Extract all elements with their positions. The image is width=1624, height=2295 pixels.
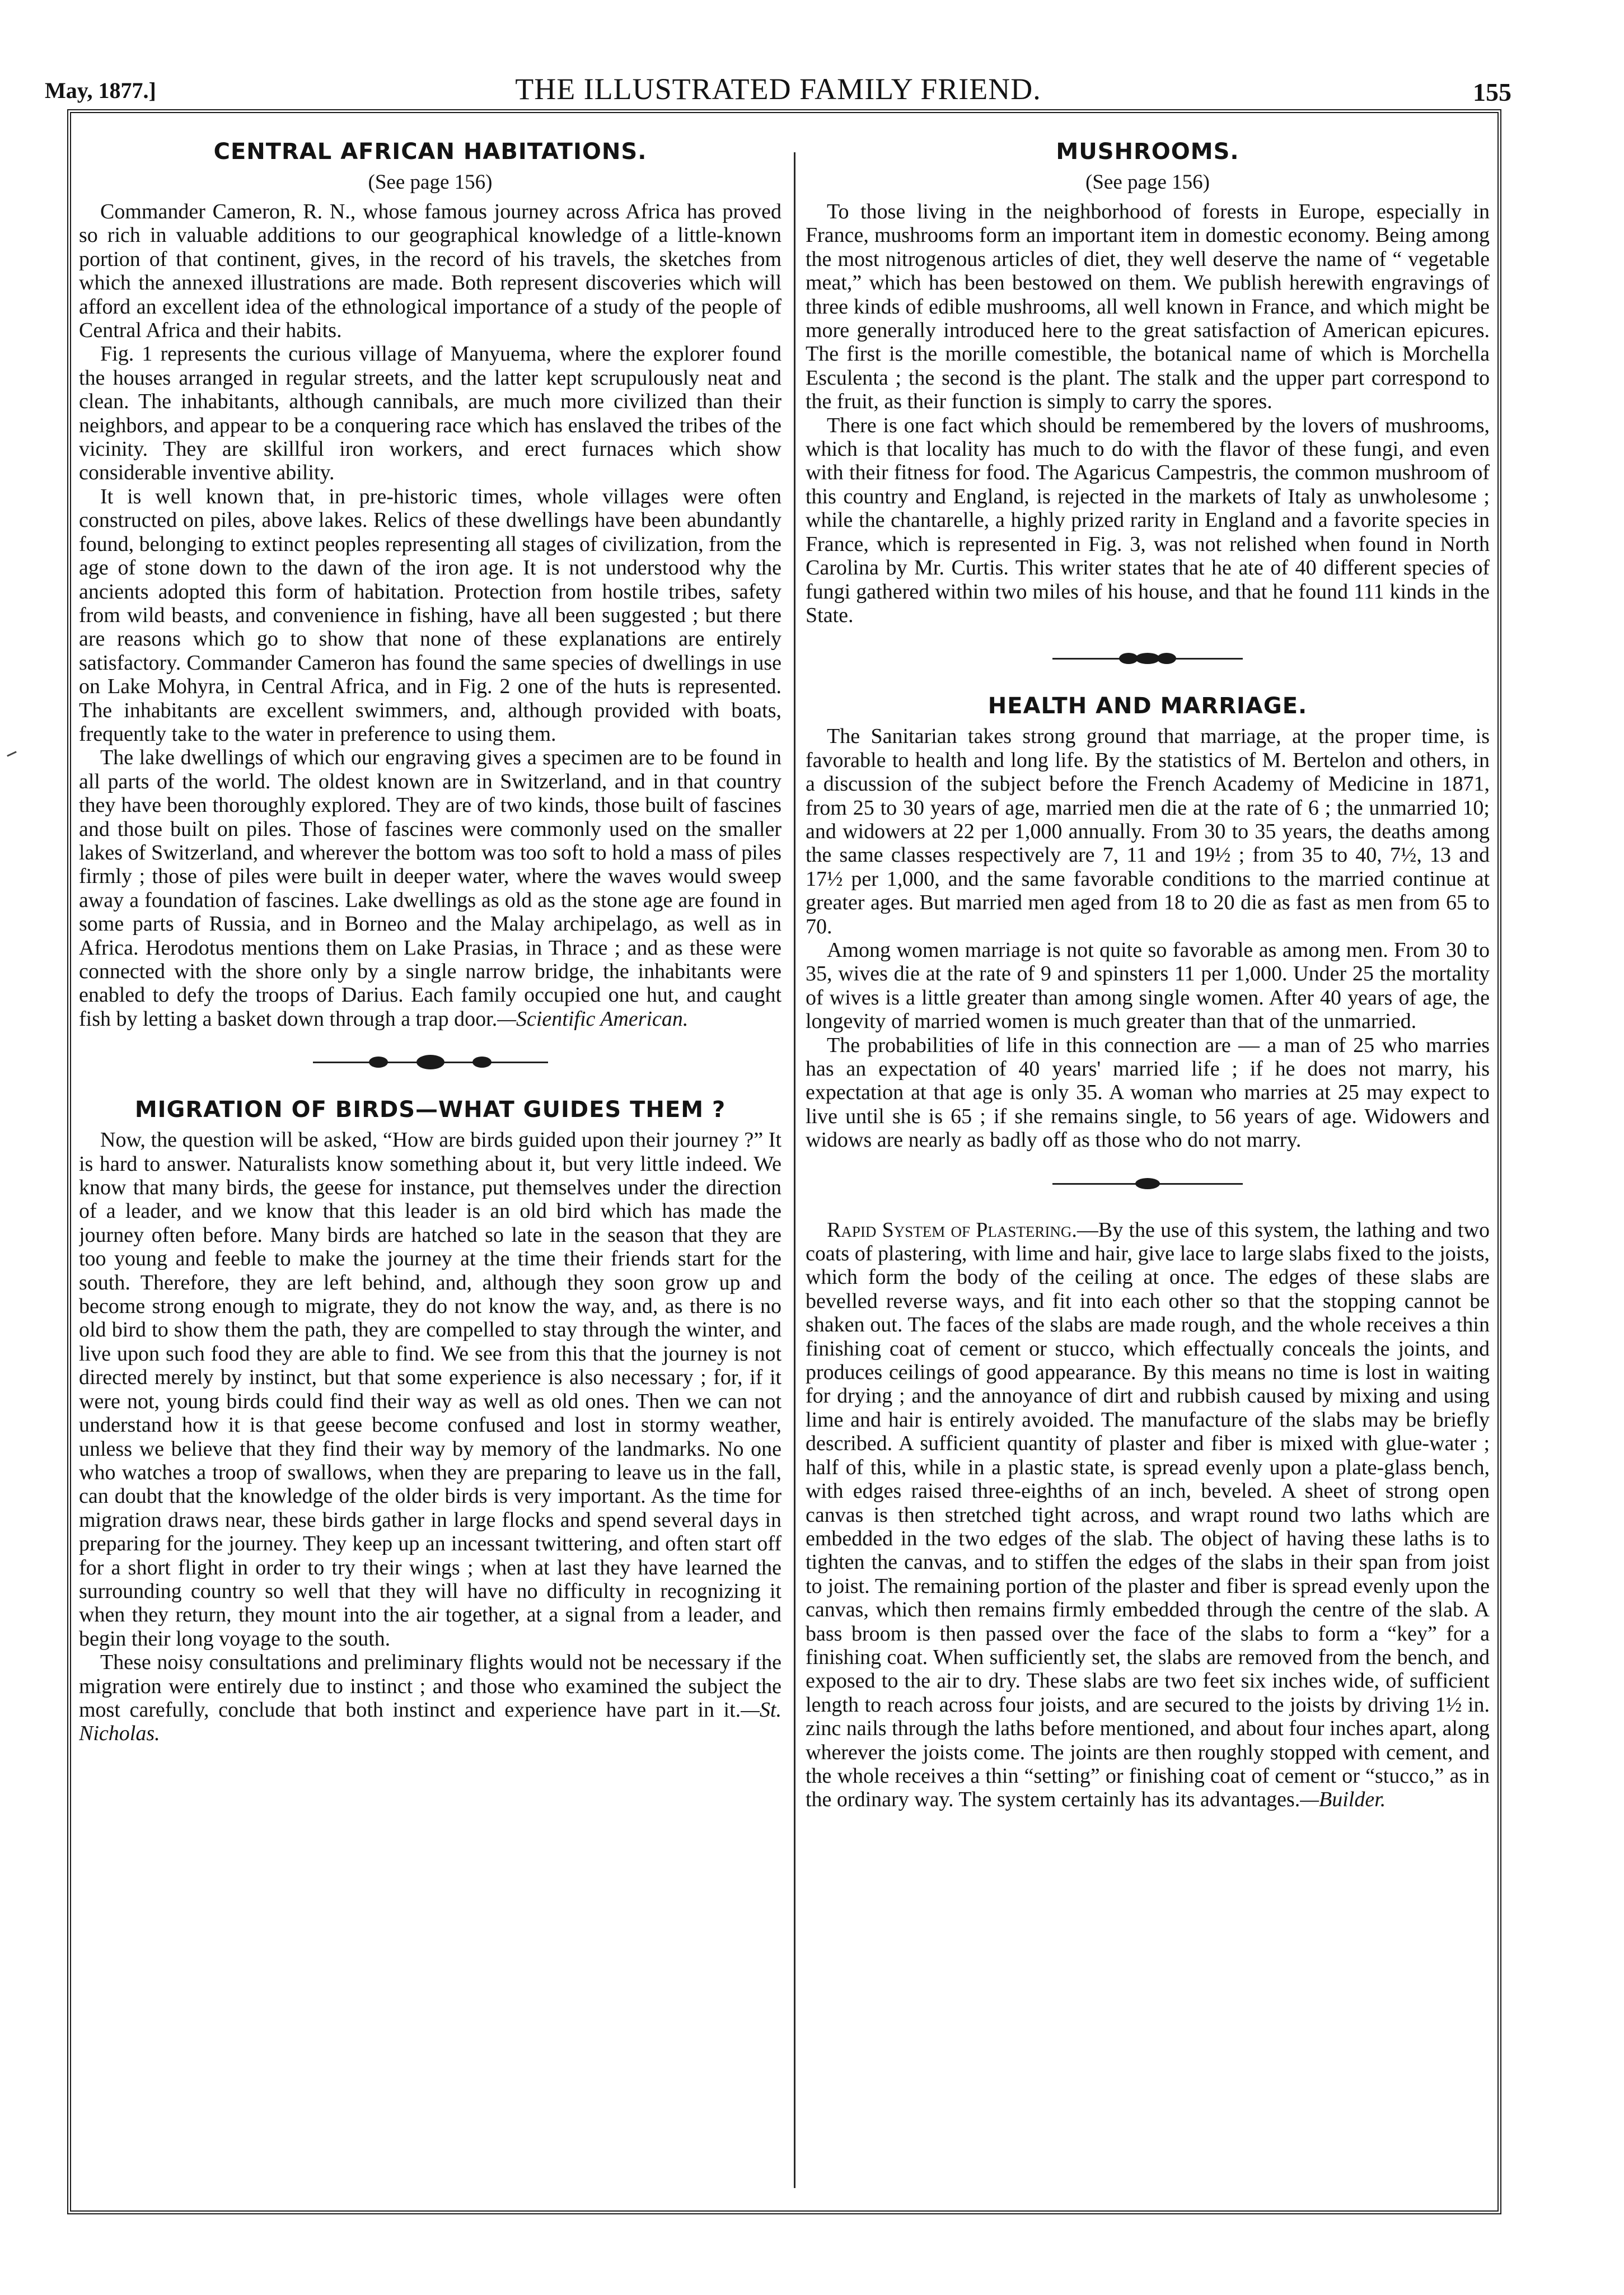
- article-title: HEALTH AND MARRIAGE.: [987, 693, 1308, 719]
- paragraph: Fig. 1 represents the curious village of Manyuema, where the explorer found the houses arranged in regular streets, and the latter kept scrupulously neat and clean. The inhabitants, although cannibals, are much more civilized than their neighbors, and appear to be a conquering race which has enslaved the tribes of the vicinity. They are skillful iron workers, and erect furnaces which show considerable inventive ability.: [79, 342, 781, 485]
- article-title: CENTRAL AFRICAN HABITATIONS.: [213, 139, 647, 165]
- article-title: MIGRATION OF BIRDS—WHAT GUIDES THEM ?: [134, 1097, 726, 1123]
- paragraph: It is well known that, in pre-historic times, whole villages were often constructed on piles, above lakes. Relics of these dwellings have been abundantly found, belonging to extinct peoples representing all stages of civilization, from the age of stone down to the dawn of the iron age. It is not understood why the ancients adopted this form of habitation. Protection from hostile tribes, safety from wild beasts, and convenience in fishing, have all been suggested ; but there are reasons which go to show that none of these explanations are entirely satisfactory. Commander Cameron has found the same species of dwellings in use on Lake Mohyra, in Central Africa, and in Fig. 2 one of the huts is represented. The inhabitants are excellent swimmers, and, although provided with boats, frequently take to the water in preference to using them.: [79, 484, 781, 746]
- column-rule: [794, 152, 795, 2188]
- paragraph-text: —By the use of this system, the lathing and two coats of plastering, with lime and hair, give lace to large slabs fixed to the joists, which form the body of the ceiling at once. The edges of these slabs are bevelled reverse ways, and fit into each other so that the stopping cannot be shaken out. The faces of the slabs are made rough, and the whole receives a thin finishing coat of cement or stucco, which effectually conceals the joints, and produces ceilings of good appearance. By this means no time is lost in waiting for drying ; and the annoyance of dirt and rubbish caused by mixing and using lime and hair is entirely avoided. The manufacture of the slabs may be briefly described. A sufficient quantity of plaster and fiber is mixed with glue-water ; half of this, while in a plastic state, is spread evenly upon a plate-glass bench, with edges raised three-eighths of an inch, beveled. A sheet of strong open canvas is then stretched tight across, and wrapt round two laths which are embedded in the two edges of the slab. The object of having these laths is to tighten the canvas, and to stiffen the edges of the slabs in their span from joist to joist. The remaining portion of the plaster and fiber is spread evenly upon the canvas, which then remains firmly embedded through the centre of the slab. A bass broom is then passed over the face of the slabs to form a “key” for a finishing coat. When sufficiently set, the slabs are removed from the bench, and exposed to the air to dry. These slabs are two feet six inches wide, of sufficient length to reach across four joists, and are secured to the joists by driving 1½ in. zinc nails through the laths before mentioned, and about four inches apart, along wherever the joists come. The joints are then roughly stopped with cement, and the whole receives a thin “setting” or finishing coat of cement or “stucco,” as in the ordinary way. The system certainly has its advantages.: [806, 1218, 1490, 1812]
- paragraph-with-source: [79, 746, 781, 1031]
- article-mushrooms: [806, 139, 1490, 627]
- paragraph: The Sanitarian takes strong ground that marriage, at the proper time, is favorable to health and long life. By the statistics of M. Bertelon and others, in a discussion of the subject before the French Academy of Medicine in 1871, from 25 to 30 years of age, married men die at the rate of 6 ; the unmarried 10; and widowers at 22 per 1,000 annually. From 30 to 35 years, the deaths among the same classes respectively are 7, 11 and 19½ ; from 35 to 40, 7½, 13 and 17½ per 1,000, and the same favorable conditions to the married continue at greater ages. But married men aged from 18 to 20 die as fast as men from 65 to 70.: [806, 725, 1490, 938]
- source-credit: —St. Nicholas.: [79, 1698, 781, 1746]
- article-central-african-habitations: [79, 139, 781, 1031]
- source-credit: —Builder.: [1300, 1788, 1386, 1812]
- article-title: MUSHROOMS.: [1056, 139, 1239, 165]
- see-page-note: (See page 156): [368, 171, 493, 194]
- section-divider-ornament: [1052, 1168, 1243, 1202]
- page-frame: [67, 109, 1501, 2214]
- paragraph: The probabilities of life in this connection are — a man of 25 who marries has an expectation of 40 years' married life ; if he does not marry, his expectation at that age is only 35. A woman who marries at 25 may expect to live until she is 65 ; if she remains single, to 56 years of age. Widowers and widows are nearly as badly off as those who do not marry.: [806, 1033, 1490, 1152]
- masthead: [45, 66, 1511, 111]
- article-health-and-marriage: [806, 693, 1490, 1152]
- see-page-note: (See page 156): [1085, 171, 1210, 194]
- paragraph-text: These noisy consultations and preliminary flights would not be necessary if the migration were entirely due to instinct ; and those who examined the subject the most carefully, conclude that both instinct and experience have part in it.: [79, 1651, 781, 1722]
- source-credit: —Scientific American.: [497, 1007, 689, 1031]
- margin-mark: [7, 751, 17, 756]
- paragraph-with-source: [79, 1651, 781, 1746]
- publication-title: THE ILLUSTRATED FAMILY FRIEND.: [515, 72, 1041, 106]
- issue-date: May, 1877.]: [45, 78, 156, 103]
- paragraph: There is one fact which should be remembered by the lovers of mushrooms, which is that locality has much to do with the flavor of these fungi, and even with their fitness for food. The Agaricus Campestris, the common mushroom of this country and England, is rejected in the markets of Italy as unwholesome ; while the chantarelle, a highly prized rarity in England and a favorite species in France, which is represented in Fig. 3, was not relished when found in North Carolina by Mr. Curtis. This writer states that he ate of 40 different species of fungi gathered within two miles of his house, and that he found 111 kinds in the State.: [806, 413, 1490, 627]
- paragraph-text: The lake dwellings of which our engraving gives a specimen are to be found in all parts of the world. The oldest known are in Switzerland, and in that country they have been thoroughly explored. They are of two kinds, those built of fascines and those built on piles. Those of fascines were commonly used on the smaller lakes of Switzerland, and wherever the bottom was too soft to hold a mass of piles firmly ; those of piles were built in deeper water, where the waves would sweep away a foundation of fascines. Lake dwellings as old as the stone age are found in some parts of Russia, and in Borneo and the Malay archipelago, as well as in Africa. Herodotus mentions them on Lake Prasias, in Thrace ; and as these were connected with the shore only by a single narrow bridge, the inhabitants were enabled to defy the troops of Darius. Each family occupied one hut, and caught fish by letting a basket down through a trap door.: [79, 746, 781, 1031]
- paragraph-with-lead-and-source: [806, 1218, 1490, 1812]
- section-divider-ornament: [1052, 643, 1243, 676]
- right-column: [806, 134, 1490, 2194]
- page-number: 155: [1473, 78, 1511, 106]
- lead-in: Rapid System of Plastering.: [827, 1218, 1077, 1242]
- paragraph: Commander Cameron, R. N., whose famous journey across Africa has proved so rich in valuable additions to our geographical knowledge of a little-known portion of that continent, gives, in the record of his travels, the sketches from which the annexed illustrations are made. Both represent discoveries which will afford an excellent idea of the ethnological importance of a study of the people of Central Africa and their habits.: [79, 200, 781, 343]
- paragraph: Now, the question will be asked, “How are birds guided upon their journey ?” It is hard to answer. Naturalists know something about it, but very little indeed. We know that many birds, the geese for instance, put themselves under the direction of a leader, and we know that this leader is an old bird which has made the journey often before. Many birds are hatched so late in the season that they are too young and feeble to make the journey at the time their friends start for the south. Therefore, they are left behind, and, although they soon grow up and become strong enough to migrate, they do not know the way, and, as there is no old bird to show them the path, they are compelled to stay through the winter, and live upon such food they are able to find. We see from this that the journey is not directed merely by instinct, but that some experience is also necessary ; for, if it were not, young birds could find their way as well as old ones. Then we can not understand how it is that geese become confused and lost in stormy weather, unless we believe that they find their way by memory of the landmarks. No one who watches a troop of swallows, when they are preparing to leave us in the fall, can doubt that the knowledge of the older birds is very important. As the time for migration draws near, these birds gather in large flocks and spend several days in preparing for the journey. They keep up an incessant twittering, and often start off for a short flight in order to try their wings ; when at last they have learned the surrounding country so well that they will have no difficulty in recognizing it when they return, they mount into the air together, at a signal from a leader, and begin their long voyage to the south.: [79, 1128, 781, 1651]
- section-divider-ornament: [313, 1046, 548, 1080]
- article-rapid-system-of-plastering: [806, 1218, 1490, 1812]
- paragraph: Among women marriage is not quite so favorable as among men. From 30 to 35, wives die at the rate of 9 and spinsters 11 per 1,000. Under 25 the mortality of wives is a little greater than among single women. After 40 years of age, the longevity of married women is much greater than that of the unmarried.: [806, 938, 1490, 1034]
- left-column: [79, 134, 781, 2194]
- paragraph: To those living in the neighborhood of forests in Europe, especially in France, mushrooms form an important item in domestic economy. Being among the most nitrogenous articles of diet, they well deserve the name of “ vegetable meat,” which has been bestowed on them. We publish herewith engravings of three kinds of edible mushrooms, all well known in France, and which might be more generally introduced here to the great satisfaction of American epicures. The first is the morille comestible, the botanical name of which is Morchella Esculenta ; the second is the plant. The stalk and the upper part correspond to the fruit, as their function is simply to carry the spores.: [806, 200, 1490, 414]
- article-migration-of-birds: [79, 1097, 781, 1746]
